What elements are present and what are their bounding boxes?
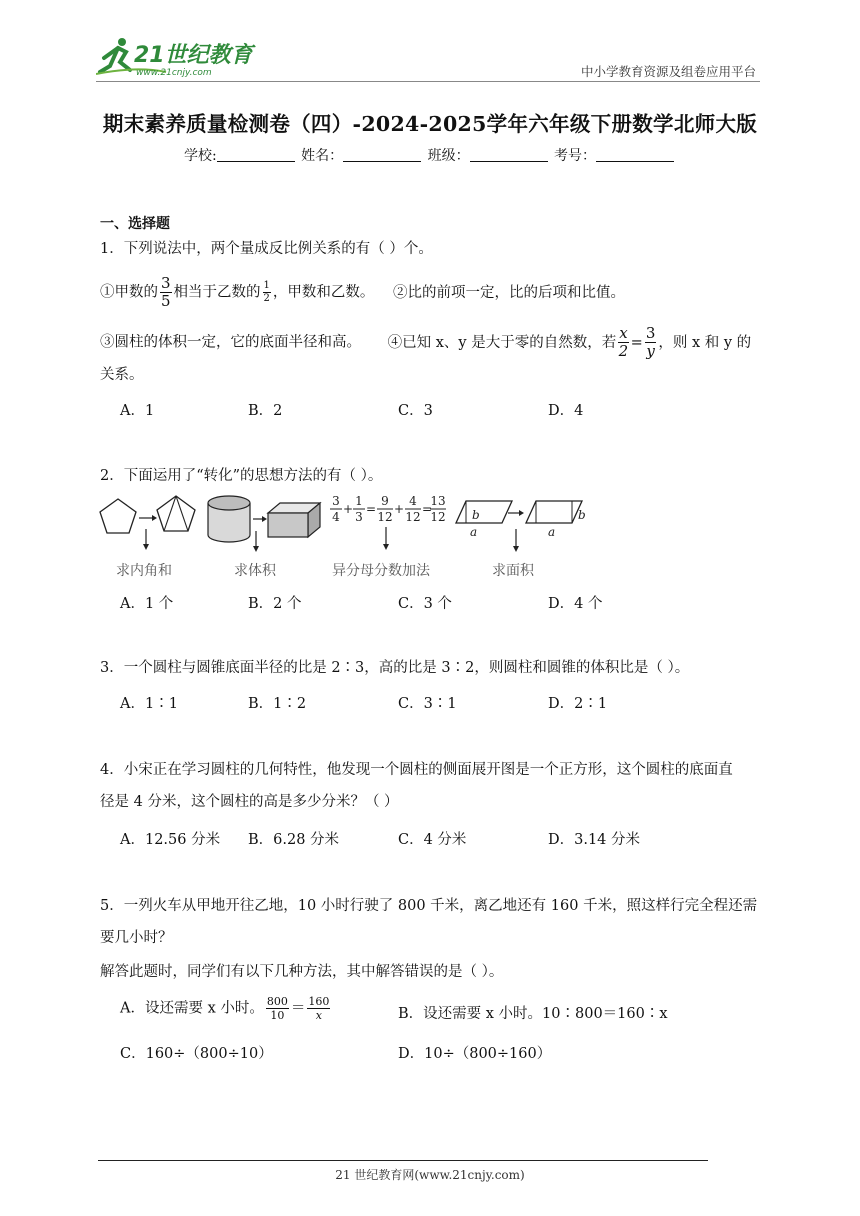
- q1-option-b[interactable]: B．2: [248, 403, 283, 419]
- q4-option-b[interactable]: B．6.28 分米: [248, 832, 340, 848]
- q3-option-c[interactable]: C．3∶1: [398, 696, 457, 712]
- rectangle-icon: [526, 501, 582, 523]
- fraction-equation: [330, 494, 446, 524]
- q5-option-c[interactable]: C．160÷（800÷10）: [120, 1046, 273, 1062]
- q5-option-a[interactable]: A．设还需要 x 小时。 $\frac{800}{10}$ ＝ $\frac{160}{x}$: [120, 995, 330, 1022]
- svg-text:12: 12: [405, 510, 421, 524]
- number-blank[interactable]: [596, 147, 674, 162]
- q3-option-a[interactable]: A．1∶1: [120, 696, 178, 712]
- q1-stem: 1．下列说法中，两个量成反比例关系的有（ ）个。: [100, 241, 433, 257]
- q5-option-b[interactable]: B．设还需要 x 小时。10∶800＝160∶x: [398, 1006, 668, 1022]
- q5-stem-line3: 解答此题时，同学们有以下几种方法，其中解答错误的是（ ）。: [100, 964, 504, 980]
- svg-text:b: b: [472, 508, 480, 522]
- q4-stem-line2: 径是 4 分米，这个圆柱的高是多少分米？（ ）: [100, 794, 399, 810]
- svg-text:3: 3: [332, 494, 340, 508]
- q1-statement-4: ④已知 x、y 是大于零的自然数，若 $\frac{x}{2}$ = $\frac{3}{y}$ ，则 x 和 y 的: [387, 324, 752, 360]
- school-blank[interactable]: [217, 147, 295, 162]
- parallelogram-icon: [456, 501, 512, 523]
- q3-stem: 3．一个圆柱与圆锥底面半径的比是 2∶3，高的比是 3∶2，则圆柱和圆锥的体积比是（ ）。: [100, 660, 690, 676]
- class-blank[interactable]: [470, 147, 548, 162]
- site-logo: [96, 36, 266, 78]
- logo-url: www.21cnjy.com: [136, 68, 212, 78]
- svg-text:1: 1: [355, 494, 363, 508]
- name-label: 姓名：: [301, 148, 344, 164]
- q5-stem-line2: 要几小时？: [100, 930, 173, 946]
- footer-divider: [98, 1160, 708, 1161]
- svg-text:+: +: [342, 502, 354, 516]
- q2-option-c[interactable]: C．3 个: [398, 596, 452, 612]
- divided-pentagon-icon: [157, 496, 195, 531]
- q4-option-c[interactable]: C．4 分米: [398, 832, 467, 848]
- svg-text:12: 12: [430, 510, 446, 524]
- svg-text:4: 4: [332, 510, 340, 524]
- q3-option-d[interactable]: D．2∶1: [548, 696, 608, 712]
- svg-text:4: 4: [409, 494, 417, 508]
- svg-text:13: 13: [430, 494, 446, 508]
- page-title: 期末素养质量检测卷（四）-2024-2025学年六年级下册数学北师大版: [102, 112, 758, 136]
- q1-statement-1: ①甲数的 $\frac{3}{5}$ 相当于乙数的 $\frac{1}{2}$ ，甲数和乙数。 ②比的前项一定，比的后项和比值。: [100, 274, 626, 310]
- number-label: 考号：: [554, 148, 597, 164]
- q5-stem-line1: 5．一列火车从甲地开往乙地，10 小时行驶了 800 千米，离乙地还有 160 千米，照这样行完全程还需: [100, 898, 758, 914]
- pentagon-icon: [100, 499, 136, 533]
- svg-text:12: 12: [377, 510, 393, 524]
- svg-text:=: =: [365, 502, 377, 516]
- svg-text:a: a: [548, 525, 556, 539]
- logo-text: 21世纪教育: [134, 43, 253, 68]
- caption-fraction-addition: 异分母分数加法: [332, 563, 430, 579]
- cylinder-icon: [208, 496, 250, 542]
- svg-text:+: +: [393, 502, 405, 516]
- class-label: 班级：: [427, 148, 470, 164]
- svg-text:9: 9: [381, 494, 389, 508]
- q1-statement-2: ②比的前项一定，比的后项和比值。: [393, 284, 626, 301]
- caption-volume: 求体积: [234, 563, 276, 579]
- q1-statement-4-cont: 关系。: [100, 367, 144, 383]
- school-label: 学校:: [183, 148, 217, 164]
- q4-stem-line1: 4．小宋正在学习圆柱的几何特性，他发现一个圆柱的侧面展开图是一个正方形，这个圆柱的底面直: [100, 762, 733, 778]
- q1-option-c[interactable]: C．3: [398, 403, 433, 419]
- q4-option-a[interactable]: A．12.56 分米: [120, 832, 221, 848]
- svg-text:=: =: [421, 502, 433, 516]
- q5-option-d[interactable]: D．10÷（800÷160）: [398, 1046, 552, 1062]
- q2-diagram: [96, 493, 596, 583]
- q2-option-a[interactable]: A．1 个: [120, 596, 174, 612]
- q4-option-d[interactable]: D．3.14 分米: [548, 832, 641, 848]
- name-blank[interactable]: [343, 147, 421, 162]
- q2-option-d[interactable]: D．4 个: [548, 596, 603, 612]
- section-heading: 一、选择题: [100, 216, 170, 232]
- footer-text: 21 世纪教育网(www.21cnjy.com): [335, 1168, 525, 1182]
- q1-statement-3-4: [100, 326, 751, 359]
- platform-name: 中小学教育资源及组卷应用平台: [580, 64, 756, 79]
- q1-statement-3: ③圆柱的体积一定，它的底面半径和高。: [100, 334, 361, 351]
- svg-text:a: a: [470, 525, 478, 539]
- cuboid-icon: [268, 503, 320, 537]
- svg-text:3: 3: [355, 510, 363, 524]
- student-info: [0, 145, 860, 165]
- caption-area: 求面积: [492, 563, 534, 579]
- q1-option-a[interactable]: A．1: [120, 403, 155, 419]
- q3-option-b[interactable]: B．1∶2: [248, 696, 307, 712]
- header-divider: [96, 81, 760, 82]
- q1-option-d[interactable]: D．4: [548, 403, 584, 419]
- caption-interior-angle: 求内角和: [116, 563, 172, 579]
- q2-stem: 2．下面运用了“转化”的思想方法的有（ ）。: [100, 468, 383, 484]
- svg-text:b: b: [578, 508, 586, 522]
- q2-option-b[interactable]: B．2 个: [248, 596, 302, 612]
